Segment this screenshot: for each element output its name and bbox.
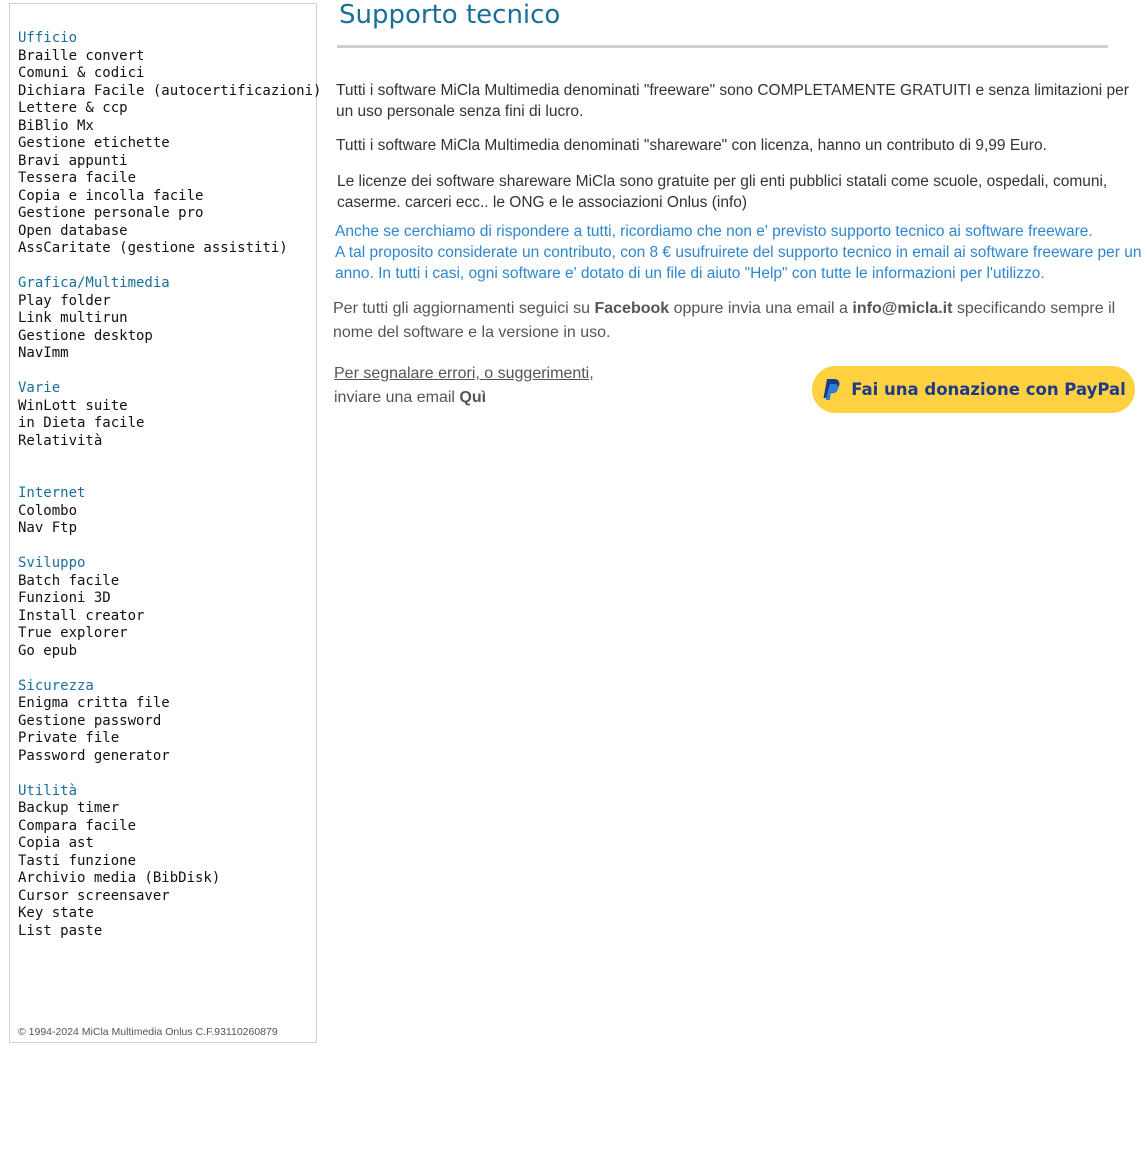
sidebar-item[interactable]: Gestione password	[18, 712, 162, 729]
sidebar-item[interactable]: Password generator	[18, 747, 170, 764]
sidebar-item[interactable]: Braille convert	[18, 47, 145, 64]
support-line-2: A tal proposito considerate un contributo, con 8 € usufruirete del supporto tecnico in email ai software freeware per un anno. In tutti i casi, ogni software e' dotato di un file di aiuto "Help" con tutte le informazioni per l'utilizzo.	[335, 244, 1142, 282]
sidebar	[9, 3, 322, 1043]
updates-prefix: Per tutti gli aggiornamenti seguici su	[333, 300, 595, 317]
title-divider	[337, 45, 1108, 48]
sidebar-item[interactable]: Gestione personale pro	[18, 205, 204, 221]
sidebar-item[interactable]: in Dieta facile	[18, 415, 145, 431]
shareware-paragraph: Tutti i software MiCla Multimedia denominati "shareware" con licenza, hanno un contributo di 9,99 Euro.	[336, 137, 1047, 154]
updates-suffix: specificando sempre il nome del software e la versione in uso.	[333, 300, 1116, 341]
sidebar-item[interactable]: True explorer	[18, 625, 128, 641]
sidebar-item[interactable]: Relatività	[18, 432, 103, 449]
sidebar-item[interactable]: Backup timer	[18, 800, 120, 816]
sidebar-section-title: Grafica/Multimedia	[18, 275, 170, 291]
sidebar-section	[18, 485, 321, 538]
sidebar-item[interactable]: Bravi appunti	[18, 152, 128, 169]
sidebar-item[interactable]: Install creator	[18, 607, 145, 624]
sidebar-item[interactable]: AssCaritate (gestione assistiti)	[18, 240, 288, 256]
sidebar-item[interactable]: WinLott suite	[18, 397, 128, 414]
paypal-donate-button[interactable]	[812, 366, 1135, 413]
sidebar-section-title: Sviluppo	[18, 555, 86, 571]
sidebar-section-title: Varie	[18, 380, 61, 396]
sidebar-spacer	[18, 765, 321, 783]
sidebar-section	[18, 783, 321, 941]
sidebar-item[interactable]: Tasti funzione	[18, 852, 137, 869]
support-paragraph	[335, 221, 1147, 284]
email-link[interactable]: info@micla.it	[852, 300, 953, 317]
sidebar-item[interactable]: Compara facile	[18, 817, 137, 834]
report-block	[334, 362, 594, 410]
sidebar-item[interactable]: BiBlio Mx	[18, 117, 94, 134]
sidebar-item[interactable]: Copia e incolla facile	[18, 187, 204, 204]
sidebar-item[interactable]: Nav Ftp	[18, 520, 78, 536]
sidebar-item[interactable]: Lettere & ccp	[18, 100, 128, 116]
sidebar-section-title: Utilità	[18, 782, 78, 799]
sidebar-item[interactable]: Key state	[18, 905, 94, 921]
sidebar-section-title: Sicurezza	[18, 677, 94, 694]
sidebar-item[interactable]: Link multirun	[18, 310, 128, 326]
paypal-label: Fai una donazione con PayPal	[851, 380, 1126, 399]
sidebar-item[interactable]: Play folder	[18, 292, 111, 309]
sidebar-section	[18, 678, 321, 766]
sidebar-spacer	[18, 450, 321, 485]
freeware-paragraph: Tutti i software MiCla Multimedia denominati "freeware" sono COMPLETAMENTE GRATUITI e senza limitazioni per un uso personale senza fini di lucro.	[336, 82, 1129, 120]
sidebar-item[interactable]: Tessera facile	[18, 170, 137, 186]
updates-paragraph	[333, 297, 1139, 345]
sidebar-menu	[18, 30, 321, 940]
report-here-link[interactable]: Quì	[459, 389, 487, 406]
sidebar-item[interactable]: Enigma critta file	[18, 695, 170, 711]
sidebar-item[interactable]: Copia ast	[18, 835, 94, 851]
sidebar-item[interactable]: NavImm	[18, 345, 69, 361]
sidebar-item[interactable]: Colombo	[18, 502, 78, 519]
facebook-link[interactable]: Facebook	[594, 300, 670, 317]
sidebar-spacer	[18, 538, 321, 556]
sidebar-item[interactable]: Go epub	[18, 642, 78, 659]
sidebar-item[interactable]: Cursor screensaver	[18, 887, 170, 904]
sidebar-section-title: Internet	[18, 485, 86, 501]
sidebar-item[interactable]: Gestione etichette	[18, 135, 170, 151]
sidebar-section	[18, 555, 321, 660]
sidebar-item[interactable]: Private file	[18, 730, 120, 746]
copyright-text: © 1994-2024 MiCla Multimedia Onlus C.F.93110260879	[18, 1026, 278, 1038]
sidebar-spacer	[18, 660, 321, 678]
sidebar-item[interactable]: Funzioni 3D	[18, 590, 111, 606]
sidebar-item[interactable]: Batch facile	[18, 572, 120, 589]
sidebar-section-title: Ufficio	[18, 30, 78, 46]
report-errors-link[interactable]: Per segnalare errori, o suggerimenti,	[334, 365, 594, 382]
licenses-paragraph: Le licenze dei software shareware MiCla sono gratuite per gli enti pubblici statali come scuole, ospedali, comuni, caserme. carceri ecc.. le ONG e le associazioni Onlus (info)	[337, 173, 1108, 211]
sidebar-item[interactable]: Dichiara Facile (autocertificazioni)	[18, 82, 322, 99]
support-line-1: Anche se cerchiamo di rispondere a tutti, ricordiamo che non e' previsto supporto tecnico ai software freeware.	[335, 223, 1093, 240]
sidebar-section	[18, 380, 321, 450]
paypal-icon	[821, 378, 841, 402]
sidebar-spacer	[18, 363, 321, 381]
sidebar-item[interactable]: Open database	[18, 222, 128, 239]
page-title: Supporto tecnico	[339, 0, 561, 30]
sidebar-section	[18, 30, 321, 258]
sidebar-item[interactable]: List paste	[18, 922, 103, 939]
report-text: inviare una email	[334, 389, 460, 406]
sidebar-item[interactable]: Archivio media (BibDisk)	[18, 870, 221, 886]
sidebar-section	[18, 275, 321, 363]
sidebar-item[interactable]: Comuni & codici	[18, 65, 145, 81]
sidebar-item[interactable]: Gestione desktop	[18, 327, 153, 344]
updates-middle: oppure invia una email a	[669, 300, 853, 317]
sidebar-spacer	[18, 258, 321, 276]
